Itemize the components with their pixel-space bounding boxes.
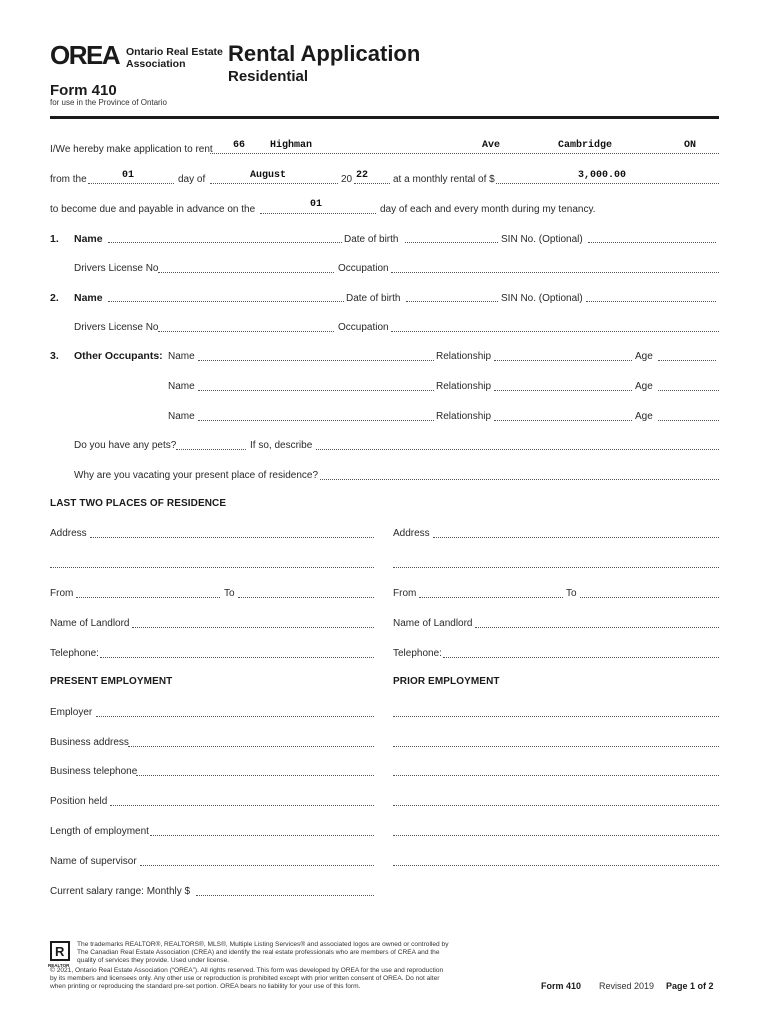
residence-2-from-label: From xyxy=(393,588,417,599)
applicant-2-sin-label: SIN No. (Optional) xyxy=(501,293,583,304)
occupants-number: 3. xyxy=(50,350,59,362)
prior-business-address-field[interactable] xyxy=(393,746,719,747)
rent-value: 3,000.00 xyxy=(578,170,627,181)
applicant-2-occupation-field[interactable] xyxy=(391,331,719,332)
org-name-line1: Ontario Real Estate xyxy=(126,46,223,58)
residence-2-from-field[interactable] xyxy=(419,597,563,598)
form-number: Form 410 xyxy=(50,82,117,99)
street-name-value: Highman xyxy=(270,140,313,151)
year-prefix: 20 xyxy=(341,174,353,185)
residence-1-from-field[interactable] xyxy=(76,597,220,598)
pets-label: Do you have any pets? xyxy=(74,440,177,451)
header-rule xyxy=(50,116,719,119)
residence-2-address-field[interactable] xyxy=(433,537,719,538)
residence-1-from-label: From xyxy=(50,588,74,599)
applicant-2-occupation-label: Occupation xyxy=(338,322,389,333)
applicant-1-name-label: Name xyxy=(74,233,103,245)
month-field[interactable] xyxy=(210,183,338,184)
employer-label: Employer xyxy=(50,707,93,718)
rent-field[interactable] xyxy=(496,183,719,184)
occupant-1-name-label: Name xyxy=(168,351,195,362)
vacating-label: Why are you vacating your present place of residence? xyxy=(74,470,319,481)
applicant-2-number: 2. xyxy=(50,292,59,304)
svg-text:R: R xyxy=(55,944,65,959)
vacating-field[interactable] xyxy=(320,479,719,480)
applicant-1-sin-field[interactable] xyxy=(588,242,716,243)
length-of-employment-label: Length of employment xyxy=(50,826,149,837)
residence-1-to-label: To xyxy=(224,588,235,599)
present-employment-heading: PRESENT EMPLOYMENT xyxy=(50,676,173,687)
occupant-3-age-field[interactable] xyxy=(658,420,719,421)
due-day-field[interactable] xyxy=(260,213,376,214)
occupant-1-age-label: Age xyxy=(635,351,653,362)
occupant-3-relationship-field[interactable] xyxy=(494,420,632,421)
from-day-value: 01 xyxy=(122,170,135,181)
prior-business-telephone-field[interactable] xyxy=(393,775,719,776)
business-telephone-field[interactable] xyxy=(136,775,374,776)
applicant-1-dl-label: Drivers License No xyxy=(74,263,159,274)
business-address-label: Business address xyxy=(50,737,129,748)
applicant-1-number: 1. xyxy=(50,233,59,245)
occupant-1-age-field[interactable] xyxy=(658,360,716,361)
org-name-line2: Association xyxy=(126,58,186,70)
residence-1-telephone-label: Telephone: xyxy=(50,648,99,659)
street-number-value: 66 xyxy=(233,140,246,151)
realtor-icon xyxy=(50,941,70,961)
occupant-3-age-label: Age xyxy=(635,411,653,422)
footer-revised: Revised 2019 xyxy=(599,981,655,991)
prior-employment-heading: PRIOR EMPLOYMENT xyxy=(393,676,500,687)
residence-1-address-label: Address xyxy=(50,528,87,539)
applicant-2-dob-field[interactable] xyxy=(406,301,498,302)
rent-address-field[interactable] xyxy=(210,153,719,154)
residence-heading: LAST TWO PLACES OF RESIDENCE xyxy=(50,498,227,509)
residence-2-landlord-label: Name of Landlord xyxy=(393,618,473,629)
due-day-value: 01 xyxy=(310,199,323,210)
applicant-2-sin-field[interactable] xyxy=(586,301,716,302)
city-value: Cambridge xyxy=(558,140,613,151)
due-label: to become due and payable in advance on the xyxy=(50,204,256,215)
footer-line-1: The trademarks REALTOR®, REALTORS®, MLS®, Multiple Listing Services® and associated logos are owned or controlled by xyxy=(77,941,449,948)
occupant-3-relationship-label: Relationship xyxy=(436,411,492,422)
applicant-2-dob-label: Date of birth xyxy=(346,293,401,304)
year-field[interactable] xyxy=(354,183,390,184)
footer-line-2: The Canadian Real Estate Association (CREA) and identify the real estate professionals who are members of CREA and the xyxy=(77,949,440,956)
from-day-field[interactable] xyxy=(88,183,174,184)
residence-2-landlord-field[interactable] xyxy=(475,627,719,628)
length-of-employment-field[interactable] xyxy=(150,835,374,836)
occupant-3-name-field[interactable] xyxy=(198,420,434,421)
occupant-2-age-field[interactable] xyxy=(658,390,719,391)
footer-line-4: © 2021, Ontario Real Estate Association (“OREA”). All rights reserved. This form was developed by OREA for the use and reproduction xyxy=(50,967,444,974)
residence-1-address-line2[interactable] xyxy=(50,567,374,568)
pets-describe-label: If so, describe xyxy=(250,440,313,451)
prior-employer-field[interactable] xyxy=(393,716,719,717)
page-title: Rental Application xyxy=(228,41,421,66)
footer-line-6: when printing or reproducing the standard pre-set portion. OREA bears no liability for your use of this form. xyxy=(50,983,361,990)
applicant-1-dob-label: Date of birth xyxy=(344,234,399,245)
monthly-rental-label: at a monthly rental of $ xyxy=(393,174,495,185)
residence-1-landlord-label: Name of Landlord xyxy=(50,618,130,629)
occupant-2-name-field[interactable] xyxy=(198,390,434,391)
salary-field[interactable] xyxy=(196,895,374,896)
residence-2-telephone-label: Telephone: xyxy=(393,648,442,659)
occupants-heading: Other Occupants: xyxy=(74,350,163,362)
occupant-1-relationship-field[interactable] xyxy=(494,360,632,361)
applicant-1-dob-field[interactable] xyxy=(405,242,498,243)
applicant-2-name-label: Name xyxy=(74,292,103,304)
from-label: from the xyxy=(50,174,87,185)
business-telephone-label: Business telephone xyxy=(50,766,138,777)
supervisor-field[interactable] xyxy=(140,865,374,866)
employer-field[interactable] xyxy=(96,716,374,717)
residence-2-to-label: To xyxy=(566,588,577,599)
street-type-value: Ave xyxy=(482,140,501,151)
prior-position-held-field[interactable] xyxy=(393,805,719,806)
applicant-1-occupation-label: Occupation xyxy=(338,263,389,274)
year-value: 22 xyxy=(356,170,369,181)
occupant-2-relationship-field[interactable] xyxy=(494,390,632,391)
salary-label: Current salary range: Monthly $ xyxy=(50,886,191,897)
pets-field[interactable] xyxy=(176,449,246,450)
applicant-2-dl-field[interactable] xyxy=(158,331,334,332)
applicant-2-name-field[interactable] xyxy=(108,301,344,302)
occupant-1-name-field[interactable] xyxy=(198,360,434,361)
orea-logo: OREA xyxy=(50,40,120,70)
position-held-label: Position held xyxy=(50,796,108,807)
pets-describe-field[interactable] xyxy=(316,449,719,450)
residence-1-to-field[interactable] xyxy=(238,597,374,598)
residence-1-landlord-field[interactable] xyxy=(132,627,374,628)
rent-intro-label: I/We hereby make application to rent xyxy=(50,144,213,155)
footer-page-number: Page 1 of 2 xyxy=(666,981,714,991)
prior-length-of-employment-field[interactable] xyxy=(393,835,719,836)
business-address-field[interactable] xyxy=(128,746,374,747)
position-held-field[interactable] xyxy=(110,805,374,806)
residence-2-address-line2[interactable] xyxy=(393,567,719,568)
residence-2-address-label: Address xyxy=(393,528,430,539)
occupant-2-name-label: Name xyxy=(168,381,195,392)
occupant-3-name-label: Name xyxy=(168,411,195,422)
page-subtitle: Residential xyxy=(228,68,309,85)
applicant-1-occupation-field[interactable] xyxy=(391,272,719,273)
applicant-1-name-field[interactable] xyxy=(108,242,342,243)
occupant-1-relationship-label: Relationship xyxy=(436,351,492,362)
footer-line-3: quality of services they provide. Used under license. xyxy=(77,957,230,964)
residence-1-telephone-field[interactable] xyxy=(100,657,374,658)
applicant-1-dl-field[interactable] xyxy=(158,272,334,273)
footer-form-label: Form 410 xyxy=(541,981,582,991)
residence-2-to-field[interactable] xyxy=(580,597,719,598)
applicant-2-dl-label: Drivers License No xyxy=(74,322,159,333)
day-of-label: day of xyxy=(178,174,206,185)
residence-2-telephone-field[interactable] xyxy=(443,657,719,658)
supervisor-label: Name of supervisor xyxy=(50,856,137,867)
footer-line-5: by its members and licensees only. Any other use or reproduction is prohibited except with prior written consent of OREA. Do not alter xyxy=(50,975,440,982)
province-value: ON xyxy=(684,140,697,151)
residence-1-address-field[interactable] xyxy=(90,537,374,538)
prior-supervisor-field[interactable] xyxy=(393,865,719,866)
month-value: August xyxy=(250,170,287,181)
occupant-2-age-label: Age xyxy=(635,381,653,392)
occupant-2-relationship-label: Relationship xyxy=(436,381,492,392)
realtor-mark-label: REALTOR xyxy=(48,963,70,968)
form-scope: for use in the Province of Ontario xyxy=(50,98,167,107)
due-tail-label: day of each and every month during my tenancy. xyxy=(380,204,596,215)
applicant-1-sin-label: SIN No. (Optional) xyxy=(501,234,583,245)
